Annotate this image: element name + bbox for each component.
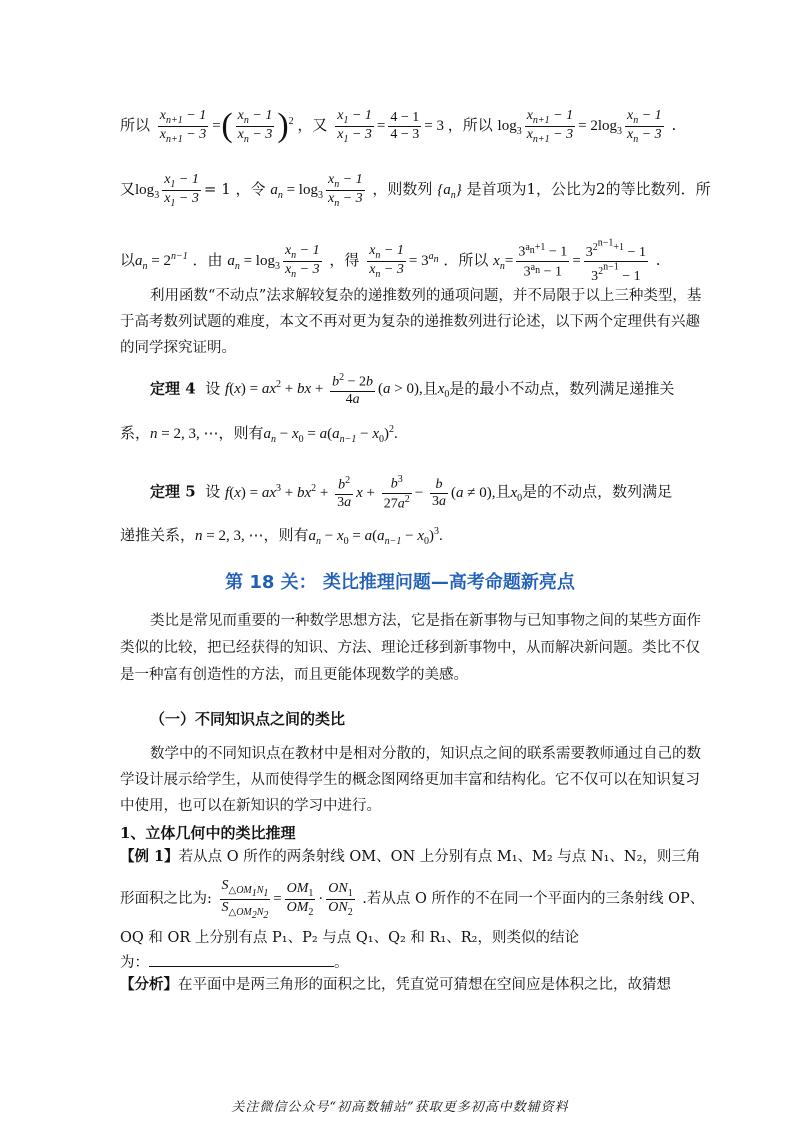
subheading-different-knowledge-points: （一）不同知识点之间的类比	[150, 710, 346, 728]
formula-line-2: 又$\log_3$ $\frac{x_1 - 1}{x_1 - 3}$ = 1 ，令 $a_n = \log_3$ $\frac{x_n - 1}{x_n - 3}$ ，则数列 $\{a_n\}$ 是首项为1，公比为2的等比数列．所	[120, 172, 711, 210]
example-1-line-1	[120, 848, 701, 866]
text-segment: 设	[205, 482, 221, 501]
formula-line-1: 所以 $\frac{x_{n+1} - 1}{x_{n+1} - 3}$ =( $\frac{x_n - 1}{x_n - 3}$ )$^2$ ，又 $\frac{x_1 - 1}{x_1 - 3}$ = $\frac{4 - 1}{4 - 3}$ = 3 ，所以 $\log_3$ $\frac{x_{n+1} - 1}{x_{n+1} - 3}$ = $2\log_3$ $\frac{x_n - 1}{x_n - 3}$ .	[120, 107, 677, 145]
theorem-5-line-1: 定理 5 设 $f(x) = ax^3 + bx^2$ + $\frac{b^2}{3a}$ x + $\frac{b^3}{27a^2}$ − $\frac{b}{3a}$ (a ≠ 0),且$x_0$是的不动点，数列满足	[150, 474, 673, 512]
text-segment: 又	[120, 180, 136, 199]
text-segment: ．由	[192, 251, 223, 270]
answer-blank[interactable]	[149, 953, 334, 967]
example-tag: 【例 1】	[120, 848, 179, 865]
text-segment: 。	[334, 955, 349, 971]
paragraph-1-line-3: 的同学探究证明。	[120, 340, 236, 356]
text-segment: 且	[422, 379, 438, 398]
text-segment: 设	[205, 379, 221, 398]
text-segment: 是的最小不动点，数列满足递推关	[449, 379, 675, 398]
theorem-label: 定理 5	[150, 482, 196, 501]
text-segment: 是的不动点，数列满足	[522, 482, 673, 501]
paragraph-3-line-2: 学设计展示给学生，从而使得学生的概念图网络更加丰富和结构化。它不仅可以在知识复习	[120, 772, 700, 788]
paragraph-3-line-3: 中使用，也可以在新知识的学习中进行。	[120, 798, 381, 814]
text-segment: 是首项为1，公比为2的等比数列．所	[466, 180, 711, 199]
text-segment: 且	[495, 482, 511, 501]
text-segment: .若从点 O 所作的不在同一个平面内的三条射线 OP、	[362, 891, 705, 908]
analysis-line	[120, 976, 680, 994]
text-segment: 所以	[120, 115, 151, 134]
text-segment: ，则有	[218, 424, 264, 442]
example-1-line-3: OQ 和 OR 上分别有点 P₁、P₂ 与点 Q₁、Q₂ 和 R₁、R₂，则类似的结论	[120, 930, 579, 946]
text-segment: ，又	[297, 115, 328, 134]
page-footer: 关注微信公众号“初高数辅站”获取更多初高中数辅资料	[231, 1100, 569, 1115]
text-segment: .	[655, 251, 661, 270]
section-title: 第 18 关： 类比推理问题—高考命题新亮点	[225, 572, 575, 593]
theorem-4-line-1: 定理 4 设 $f(x) = ax^2$ + bx + $\frac{b^2 - 2b}{4a}$ (a > 0),且$x_0$是的最小不动点，数列满足递推关	[150, 372, 675, 407]
text-segment: ．所以	[443, 251, 489, 270]
text-segment: }	[455, 182, 462, 199]
text-segment: ，令	[235, 180, 266, 199]
paragraph-1-line-2: 于高考数列试题的难度，本文不再对更为复杂的递推数列进行论述，以下两个定理供有兴趣	[120, 314, 700, 330]
analysis-tag: 【分析】	[120, 976, 178, 993]
theorem-label: 定理 4	[150, 379, 196, 398]
text-segment: 递推关系，	[120, 526, 196, 544]
text-segment: {a	[437, 182, 451, 199]
paragraph-2-line-2: 类似的比较，把已经获得的知识、方法、理论迁移到新事物中，从而解决新问题。类比不仅	[120, 640, 700, 656]
theorem-4-line-2: 系，n = 2, 3, ⋯，则有$a_n - x_0 = a(a_{n-1} - x_0)^2$.	[120, 424, 398, 445]
paragraph-1-line-1: 利用函数“不动点”法求解较复杂的递推数列的通项问题，并不局限于以上三种类型，基	[150, 288, 702, 304]
text-segment: ，则有	[263, 526, 309, 544]
example-1-line-2: 形面积之比为: $\frac{S_{\triangle OM_1N_1}}{S_{\triangle OM_2N_2}}$ = $\frac{OM_1}{OM_2}$ · $\frac{ON_1}{ON_2}$ .若从点 O 所作的不在同一个平面内的三条射线 OP、	[120, 878, 705, 922]
text-segment: .	[671, 115, 677, 134]
paragraph-2-line-3: 是一种富有创造性的方法，而且更能体现数学的美感。	[120, 667, 468, 683]
paragraph-3-line-1: 数学中的不同知识点在教材中是相对分散的，知识点之间的联系需要教师通过自己的数	[150, 746, 701, 762]
text-segment: 系，	[120, 424, 151, 442]
formula-line-3: 以$a_n = 2^{n-1}$ ．由 $a_n = \log_3$ $\frac{x_n - 1}{x_n - 3}$ ，得 $\frac{x_n - 1}{x_n - 3}$ = $3^{a_n}$ ．所以 $x_n=$ $\frac{3^{a_n+1} - 1}{3^{a_n} - 1}$ = $\frac{3^{2^{n-1}+1} - 1}{3^{2^{n-1}} - 1}$ .	[120, 238, 661, 285]
text-segment: 在平面中是两三角形的面积之比，凭直觉可猜想在空间应是体积之比，故猜想	[178, 977, 671, 993]
text-segment: ，所以	[447, 115, 493, 134]
subheading-solid-geometry-analogy: 1、立体几何中的类比推理	[120, 824, 296, 842]
text-segment: ，则数列	[372, 180, 433, 199]
text-segment: 形面积之比为:	[120, 891, 212, 908]
text-segment: 为：	[120, 955, 149, 971]
example-1-line-4	[120, 953, 680, 972]
text-segment: 若从点 O 所作的两条射线 OM、ON 上分别有点 M₁、M₂ 与点 N₁、N₂，则三角	[178, 849, 701, 865]
theorem-5-line-2: 递推关系，n = 2, 3, ⋯，则有$a_n - x_0 = a(a_{n-1} - x_0)^3$.	[120, 526, 443, 547]
text-segment: 以	[120, 251, 136, 270]
text-segment: ，得	[329, 251, 360, 270]
paragraph-2-line-1: 类比是常见而重要的一种数学思想方法，它是指在新事物与已知事物之间的某些方面作	[150, 613, 701, 629]
text-segment: = 1	[203, 180, 231, 199]
